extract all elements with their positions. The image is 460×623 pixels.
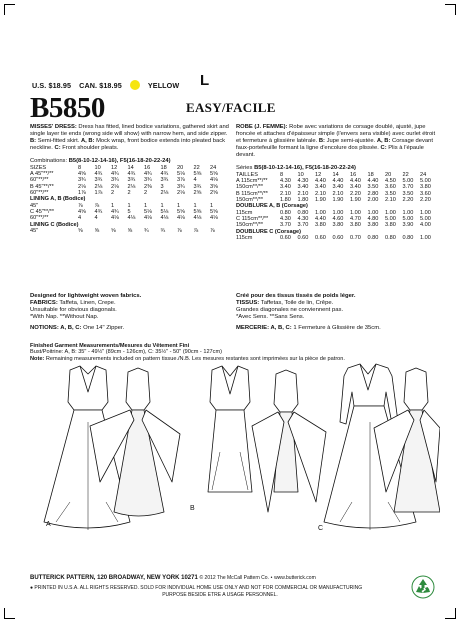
view-b-back-drawing xyxy=(252,370,326,512)
combinations-fr: Séries B5(8-10-12-14-16), F5(16-18-20-22-24) xyxy=(236,164,356,171)
row-label: C 115cm**/** xyxy=(236,215,269,222)
table-cell: ⅞ xyxy=(78,202,83,209)
table-cell: 4.40 xyxy=(350,177,361,184)
table-cell: 3.40 xyxy=(280,184,291,191)
table-cell: ⅞ xyxy=(177,228,182,235)
table-cell: 10 xyxy=(94,164,101,171)
table-cell: 14 xyxy=(332,171,339,178)
table-cell: 24 xyxy=(210,164,217,171)
table-cell: 4.50 xyxy=(385,177,396,184)
row-label: 150cm**/** xyxy=(236,184,264,191)
table-cell: 2.20 xyxy=(402,196,414,203)
pattern-number: B5850 xyxy=(30,92,105,124)
table-cell: 5⅝ xyxy=(210,209,218,215)
table-cell: 22 xyxy=(193,164,200,171)
table-cell: 1.80 xyxy=(297,196,309,203)
table-cell: 2⅛ xyxy=(94,183,103,190)
table-cell: 0.60 xyxy=(297,234,309,241)
table-row xyxy=(236,190,438,196)
table-cell: 4¾ xyxy=(144,170,152,177)
table-cell: ⅞ xyxy=(193,228,199,235)
table-cell: 3.80 xyxy=(367,222,379,229)
table-cell: 1 xyxy=(160,202,164,209)
website: www.butterick.com xyxy=(274,575,316,581)
table-cell: 8 xyxy=(78,164,82,171)
row-label: DOUBLURE A, B (Corsage) xyxy=(236,203,308,210)
table-cell: 2.20 xyxy=(350,190,361,197)
table-cell: 0.60 xyxy=(280,234,291,241)
table-cell: 1.00 xyxy=(332,209,344,216)
table-cell: 3¾ xyxy=(177,183,185,190)
table-cell: ¾ xyxy=(160,228,166,235)
table-cell: 1 xyxy=(144,202,148,209)
description-fr: ROBE (J. FEMME): Robe avec variations de corsage doublé, ajusté, jupe froncée et attaches d'épaisseur simple (l'envers sera visible) avec ourlet étroit et fermeture à glissière latérale. B: Jupe semi-ajustée. A, B: Corsage devant faux-portefeuille formant la ligne d'encolure dos plissée. C: Plis à l'épaule devant. xyxy=(236,124,436,158)
row-label: SIZES xyxy=(30,164,47,171)
view-label-c: C xyxy=(318,525,324,532)
table-cell: 1.00 xyxy=(367,209,379,216)
copyright: © 2012 The McCall Pattern Co. xyxy=(199,575,269,581)
table-cell: 3¾ xyxy=(94,177,103,184)
table-cell: 2⅜ xyxy=(144,183,152,190)
table-cell: 3.60 xyxy=(420,190,431,197)
table-cell: 5.00 xyxy=(420,215,431,222)
table-cell: 3¾ xyxy=(160,177,169,184)
table-cell: 4 xyxy=(78,215,82,222)
table-cell: 1.00 xyxy=(420,209,431,216)
table-cell: 0.80 xyxy=(297,209,309,216)
table-cell: 24 xyxy=(420,171,427,178)
color-code: YELLOW xyxy=(147,81,180,90)
table-cell: 22 xyxy=(402,171,409,178)
table-cell: 18 xyxy=(160,164,167,171)
table-cell: 3.40 xyxy=(332,184,344,191)
finished-measurements: Finished Garment Measurements/Mesures du Vêtement Fini Bust/Poitrine: A, B: 35" - 49½" (89cm - 126cm), C: 35½" - 50" (90cm - 127cm) Note: Remaining measurements included on pattern tissue./N.B. Les mesures restantes sont imprimées sur la pièce de patron. xyxy=(30,343,345,362)
view-label-b: B xyxy=(190,505,195,512)
bullet-icon: ● xyxy=(30,585,35,591)
table-cell: 4¾ xyxy=(160,170,169,177)
table-cell: ⅝ xyxy=(78,228,83,235)
table-cell: 3.80 xyxy=(385,222,396,229)
table-cell: 2 xyxy=(127,189,131,196)
table-row xyxy=(236,178,438,184)
table-cell: 5⅝ xyxy=(177,209,185,215)
table-cell: 4⅝ xyxy=(78,209,86,215)
price-line xyxy=(32,80,185,90)
notes-fr: Créé pour des tissus tissés de poids léger. TISSUS: Taffetas, Toile de lin, Crêpe. Grandes diagonales ne conviennent pas. *Avec Sens. **Sans Sens. MERCERIE: A, B, C: 1 Fermeture à Glissière de 35cm. xyxy=(236,293,381,331)
table-cell: 5⅛ xyxy=(177,170,185,177)
table-cell: 2 xyxy=(111,189,115,196)
table-cell: 4⅛ xyxy=(193,215,202,222)
table-cell: 4.30 xyxy=(280,215,291,222)
table-cell: 0.80 xyxy=(367,234,379,241)
row-label: 45" xyxy=(30,202,39,209)
table-cell: 2.20 xyxy=(420,196,431,203)
table-cell: 3.50 xyxy=(367,184,379,191)
table-cell: 2.10 xyxy=(332,190,344,197)
table-row xyxy=(30,228,227,234)
table-cell: 3.70 xyxy=(402,184,414,191)
table-cell: 1.00 xyxy=(420,234,431,241)
table-cell: 0.70 xyxy=(350,234,361,241)
table-cell: 3¾ xyxy=(144,177,152,184)
table-cell: 1 xyxy=(127,202,131,209)
table-cell: ⅞ xyxy=(210,228,215,235)
table-cell: 3.50 xyxy=(402,190,414,197)
table-cell: 4⅛ xyxy=(144,215,152,222)
table-cell: 4.30 xyxy=(297,215,309,222)
table-cell: 3¾ xyxy=(127,177,136,184)
yardage-table-en xyxy=(30,165,227,235)
table-cell: 0.60 xyxy=(315,234,326,241)
table-cell: 3.80 xyxy=(315,222,326,229)
table-cell: 2.10 xyxy=(385,196,396,203)
table-cell: 4.80 xyxy=(367,215,379,222)
table-cell: 3.60 xyxy=(385,184,396,191)
table-cell: 4.40 xyxy=(367,177,379,184)
table-cell: 12 xyxy=(315,171,322,178)
table-cell: 5⅝ xyxy=(210,170,218,177)
table-cell: 4¾ xyxy=(127,170,136,177)
table-cell: 4.40 xyxy=(332,177,344,184)
table-cell: 2⅛ xyxy=(111,183,119,190)
table-cell: 1.00 xyxy=(315,209,326,216)
table-cell: 3.80 xyxy=(420,184,431,191)
table-cell: 4.70 xyxy=(350,215,361,222)
table-cell: 4¾ xyxy=(111,170,119,177)
table-cell: ⅝ xyxy=(111,228,116,235)
can-price: CAN. $18.95 xyxy=(79,81,122,90)
table-cell: ⅝ xyxy=(94,228,100,235)
table-cell: 2⅝ xyxy=(210,189,218,196)
footer-line: BUTTERICK PATTERN, 120 BROADWAY, NEW YORK 10271 © 2012 The McCall Pattern Co. • www.butterick.com xyxy=(30,575,316,581)
table-cell: 4.40 xyxy=(315,215,326,222)
crop-mark xyxy=(445,4,456,15)
row-label: 60"**/** xyxy=(30,177,49,184)
table-cell: 10 xyxy=(297,171,304,178)
table-cell: 1 xyxy=(210,202,214,209)
table-cell: 4¾ xyxy=(111,209,119,215)
table-cell: 1.00 xyxy=(350,209,361,216)
table-cell: 2⅝ xyxy=(193,189,202,196)
table-cell: 1.80 xyxy=(280,196,291,203)
table-cell: 3.70 xyxy=(280,222,291,229)
table-cell: 0.80 xyxy=(385,234,396,241)
crop-mark xyxy=(445,608,456,619)
table-cell: 2.00 xyxy=(367,196,379,203)
table-cell: 3.90 xyxy=(402,222,414,229)
row-label: DOUBLURE C (Corsage) xyxy=(236,228,301,235)
table-cell: 3.70 xyxy=(297,222,309,229)
table-cell: 3.80 xyxy=(332,222,344,229)
view-label-a: A xyxy=(46,521,51,528)
combinations-en: Combinations: B5(8-10-12-14-16), F5(16-18-20-22-24) xyxy=(30,157,171,164)
table-cell: 0.80 xyxy=(402,234,414,241)
french-column xyxy=(236,124,438,241)
crop-mark xyxy=(4,4,15,15)
row-label: B 45"**/** xyxy=(30,183,54,190)
table-cell: 5.00 xyxy=(385,215,396,222)
yardage-table-fr xyxy=(236,171,438,241)
table-cell: 5.00 xyxy=(402,215,414,222)
row-label: 115cm xyxy=(236,234,253,241)
table-cell: 1.00 xyxy=(385,209,396,216)
table-cell: 16 xyxy=(350,171,357,178)
table-row xyxy=(236,216,438,222)
table-cell: ⅝ xyxy=(127,228,133,235)
table-cell: 5⅝ xyxy=(193,170,202,177)
table-cell: ⅞ xyxy=(94,202,100,209)
row-label: 60"**/** xyxy=(30,215,49,222)
us-price: U.S. $18.95 xyxy=(32,81,72,90)
view-b-front-drawing xyxy=(208,366,252,492)
table-cell: 2 xyxy=(144,189,148,196)
row-label: 45" xyxy=(30,228,39,235)
table-cell: 4.40 xyxy=(315,177,326,184)
table-cell: 1⅞ xyxy=(94,189,103,196)
english-column xyxy=(30,124,230,234)
size-letter: L xyxy=(200,72,210,89)
table-cell: 2.10 xyxy=(280,190,291,197)
table-cell: 18 xyxy=(367,171,374,178)
table-cell: 2.10 xyxy=(315,190,326,197)
table-cell: 4⅛ xyxy=(160,215,169,222)
table-cell: 0.80 xyxy=(280,209,291,216)
table-cell: 3¾ xyxy=(111,177,119,184)
table-cell: 5⅝ xyxy=(193,209,202,215)
row-label: A 115cm**/** xyxy=(236,177,268,184)
notes-en: Designed for lightweight woven fabrics. FABRICS: Taffeta, Linen, Crepe. Unsuitable for obvious diagonals. *With Nap. **Without Nap. NOTIONS: A, B, C: One 14" Zipper. xyxy=(30,293,142,331)
crop-mark xyxy=(4,608,15,619)
table-cell: 2⅛ xyxy=(78,183,86,190)
table-cell: 3¾ xyxy=(193,183,202,190)
table-cell: 20 xyxy=(177,164,184,171)
table-cell: 1 xyxy=(111,202,115,209)
table-cell: 5⅛ xyxy=(144,209,152,215)
table-cell: 4.30 xyxy=(280,177,291,184)
table-cell: 4⅛ xyxy=(127,215,136,222)
table-cell: ¾ xyxy=(144,228,149,235)
table-cell: 14 xyxy=(127,164,134,171)
table-cell: 3⅝ xyxy=(210,183,218,190)
table-cell: 16 xyxy=(144,164,151,171)
row-label: C 45"**/** xyxy=(30,209,55,215)
table-cell: 1 xyxy=(177,202,181,209)
table-cell: 1.90 xyxy=(350,196,361,203)
table-row xyxy=(236,235,438,241)
row-label: 150cm**/** xyxy=(236,222,264,229)
table-cell: 5.00 xyxy=(402,177,414,184)
table-cell: 4¾ xyxy=(94,209,103,215)
row-label: B 115cm**/** xyxy=(236,190,268,197)
table-cell: 2⅛ xyxy=(160,189,169,196)
table-cell: 4⅛ xyxy=(111,215,119,222)
table-cell: 4.30 xyxy=(297,177,309,184)
table-cell: 4⅛ xyxy=(177,215,185,222)
table-cell: 3⅞ xyxy=(177,177,185,184)
table-cell: 12 xyxy=(111,164,118,171)
table-cell: 3.40 xyxy=(297,184,309,191)
table-cell: 4⅝ xyxy=(78,170,86,177)
yellow-dot-icon xyxy=(130,80,140,90)
table-cell: 20 xyxy=(385,171,392,178)
table-cell: 4 xyxy=(94,215,98,222)
table-cell: 5⅛ xyxy=(160,209,169,215)
table-cell: 3.40 xyxy=(315,184,326,191)
table-cell: 1⅞ xyxy=(78,189,86,196)
table-cell: 1.00 xyxy=(402,209,414,216)
table-cell: 4.60 xyxy=(332,215,344,222)
table-cell: 3 xyxy=(160,183,164,190)
description-en: MISSES' DRESS: Dress has fitted, lined bodice variations, gathered skirt and single layer tie ends (wrong side will show) with narrow hem, and side zipper. B: Semi-fitted skirt. A, B: Mock wrap, front bodice extends into pleated back neckline. C: Front shoulder pleats. xyxy=(30,124,229,151)
table-cell: 5.00 xyxy=(420,177,431,184)
table-cell: 4⅛ xyxy=(210,177,218,184)
table-cell: 1.90 xyxy=(315,196,326,203)
row-label: 60"**/** xyxy=(30,189,49,196)
table-cell: 4 xyxy=(193,177,197,184)
row-label: 150cm**/** xyxy=(236,196,264,203)
table-cell: 2⅛ xyxy=(127,183,136,190)
difficulty-label: EASY/FACILE xyxy=(186,100,276,115)
table-cell: 8 xyxy=(280,171,284,178)
table-cell: 4¾ xyxy=(94,170,103,177)
table-cell: 4⅛ xyxy=(210,215,218,222)
legal-notice: ● PRINTED IN U.S.A. ALL RIGHTS RESERVED. SOLD FOR INDIVIDUAL HOME USE ONLY AND NOT FOR COMMERCIAL OR MANUFACTURING PURPOSE BESIDE ETRE A USAGE PERSONNEL. xyxy=(30,585,363,598)
row-label: LINING C (Bodice) xyxy=(30,221,79,228)
table-cell: 3¾ xyxy=(78,177,86,184)
table-cell: 1.90 xyxy=(332,196,344,203)
company-address: BUTTERICK PATTERN, 120 BROADWAY, NEW YORK 10271 xyxy=(30,575,198,581)
row-label: 115cm xyxy=(236,209,253,216)
table-cell: 3.40 xyxy=(350,184,361,191)
technical-drawings xyxy=(30,362,440,550)
table-cell: 3.50 xyxy=(385,190,396,197)
row-label: TAILLES xyxy=(236,171,258,178)
table-cell: 4.00 xyxy=(420,222,431,229)
row-label: A 45"**/** xyxy=(30,170,54,177)
table-cell: 2.10 xyxy=(297,190,309,197)
table-cell: 2⅛ xyxy=(177,189,185,196)
table-cell: 5 xyxy=(127,209,131,215)
table-cell: 3.80 xyxy=(350,222,361,229)
recycle-icon xyxy=(411,575,435,599)
table-cell: 2.80 xyxy=(367,190,379,197)
row-label: LINING A, B (Bodice) xyxy=(30,196,86,203)
table-cell: 1 xyxy=(193,202,197,209)
table-cell: 0.60 xyxy=(332,234,344,241)
